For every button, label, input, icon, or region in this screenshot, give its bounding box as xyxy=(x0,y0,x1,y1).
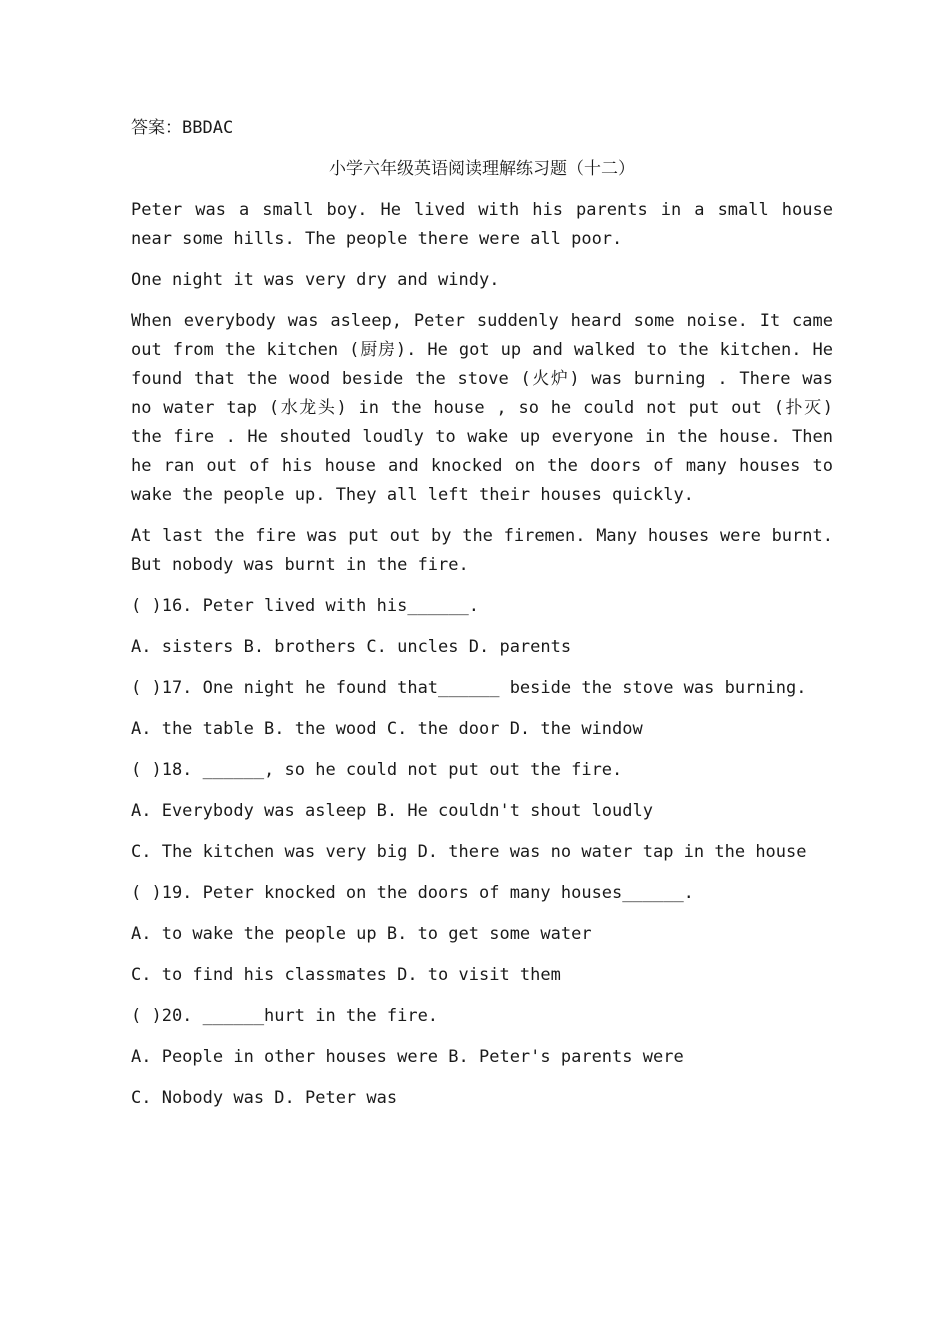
question-18-options-ab: A. Everybody was asleep B. He couldn't shout loudly xyxy=(131,801,653,821)
question-19-options-ab: A. to wake the people up B. to get some water xyxy=(131,924,592,944)
passage-paragraph-4: At last the fire was put out by the firemen. Many houses were burnt. But nobody was burnt in the fire. xyxy=(131,526,833,575)
question-17: ( )17. One night he found that______ beside the stove was burning. xyxy=(131,678,807,698)
question-16: ( )16. Peter lived with his______. xyxy=(131,596,479,616)
question-20: ( )20. ______hurt in the fire. xyxy=(131,1006,439,1026)
question-17-options: A. the table B. the wood C. the door D. the window xyxy=(131,719,643,739)
question-20-options-cd: C. Nobody was D. Peter was xyxy=(131,1088,398,1108)
question-19-options-cd: C. to find his classmates D. to visit them xyxy=(131,965,561,985)
exercise-title: 小学六年级英语阅读理解练习题（十二） xyxy=(329,159,635,179)
question-18: ( )18. ______, so he could not put out the fire. xyxy=(131,760,623,780)
question-18-options-cd: C. The kitchen was very big D. there was no water tap in the house xyxy=(131,842,807,862)
question-20-options-ab: A. People in other houses were B. Peter's parents were xyxy=(131,1047,684,1067)
question-16-options: A. sisters B. brothers C. uncles D. parents xyxy=(131,637,572,657)
passage-paragraph-3: When everybody was asleep, Peter suddenly heard some noise. It came out from the kitchen (厨房). He got up and walked to the kitchen. He found that the wood beside the stove (火炉) was burning . There was no water tap (水龙头) in the house , so he could not put out (扑灭) the fire . He shouted loudly to wake up everyone in the house. Then he ran out of his house and knocked on the doors of many houses to wake the people up. They all left their houses quickly. xyxy=(131,311,833,505)
passage-paragraph-1: Peter was a small boy. He lived with his parents in a small house near some hills. The people there were all poor. xyxy=(131,200,833,249)
answer-line: 答案：BBDAC xyxy=(131,118,234,138)
passage-paragraph-2: One night it was very dry and windy. xyxy=(131,270,500,290)
question-19: ( )19. Peter knocked on the doors of many houses______. xyxy=(131,883,694,903)
document-page xyxy=(131,114,833,1125)
